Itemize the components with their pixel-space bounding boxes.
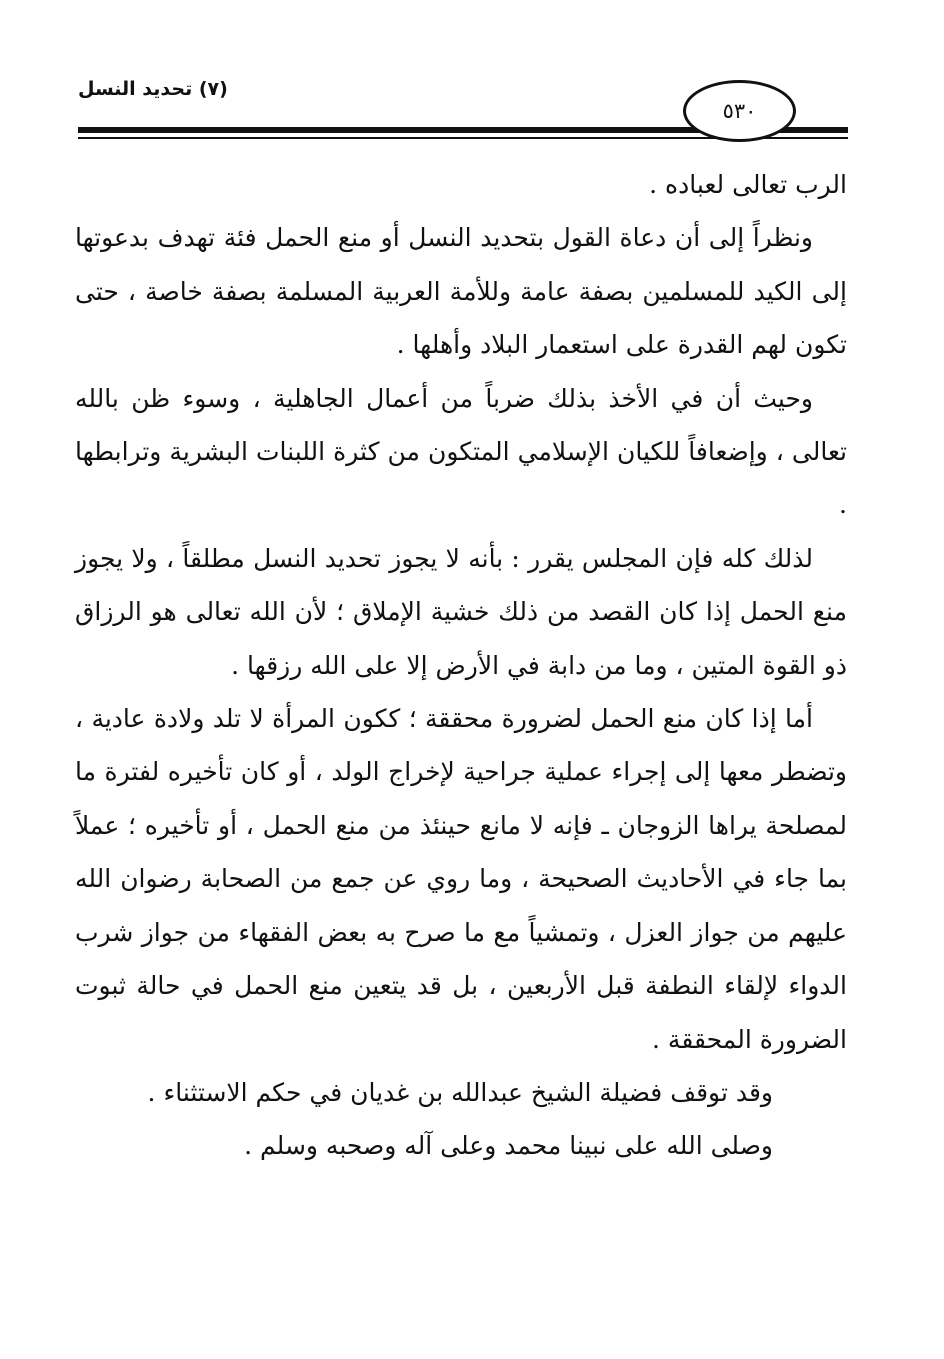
paragraph: أما إذا كان منع الحمل لضرورة محققة ؛ ككون المرأة لا تلد ولادة عادية ، وتضطر معها إلى إجراء عملية جراحية لإخراج الولد ، أو كان تأخيره لفترة ما لمصلحة يراها الزوجان ـ فإنه لا مانع حينئذ من منع الحمل ، أو تأخيره ؛ عملاً بما جاء في الأحاديث الصحيحة ، وما روي عن جمع من الصحابة رضوان الله عليهم من جواز العزل ، وتمشياً مع ما صرح به بعض الفقهاء من جواز شرب الدواء لإلقاء النطفة قبل الأربعين ، بل قد يتعين منع الحمل في حالة ثبوت الضرورة المحققة . [75, 704, 847, 1054]
paragraph-closing-note: وقد توقف فضيلة الشيخ عبدالله بن غديان في حكم الاستثناء . [147, 1077, 773, 1107]
running-title: (٧) تحديد النسل [78, 78, 228, 100]
page-number-oval [683, 80, 796, 142]
paragraph-continuation: الرب تعالى لعباده . [649, 170, 847, 199]
paragraph-closing-salutation: وصلى الله على نبينا محمد وعلى آله وصحبه وسلم . [244, 1131, 773, 1161]
paragraph: لذلك كله فإن المجلس يقرر : بأنه لا يجوز تحديد النسل مطلقاً ، ولا يجوز منع الحمل إذا كان القصد من ذلك خشية الإملاق ؛ لأن الله تعالى هو الرزاق ذو القوة المتين ، وما من دابة في الأرض إلا على الله رزقها . [75, 543, 847, 680]
paragraph: وحيث أن في الأخذ بذلك ضرباً من أعمال الجاهلية ، وسوء ظن بالله تعالى ، وإضعافاً للكيان الإسلامي المتكون من كثرة اللبنات البشرية وترابطها . [75, 383, 847, 520]
paragraph: ونظراً إلى أن دعاة القول بتحديد النسل أو منع الحمل فئة تهدف بدعوتها إلى الكيد للمسلمين بصفة عامة وللأمة العربية المسلمة بصفة خاصة ، حتى تكون لهم القدرة على استعمار البلاد وأهلها . [75, 223, 847, 360]
page-number: ٥٣٠ [722, 99, 757, 123]
page-header [0, 0, 944, 150]
body-text [75, 158, 847, 1173]
